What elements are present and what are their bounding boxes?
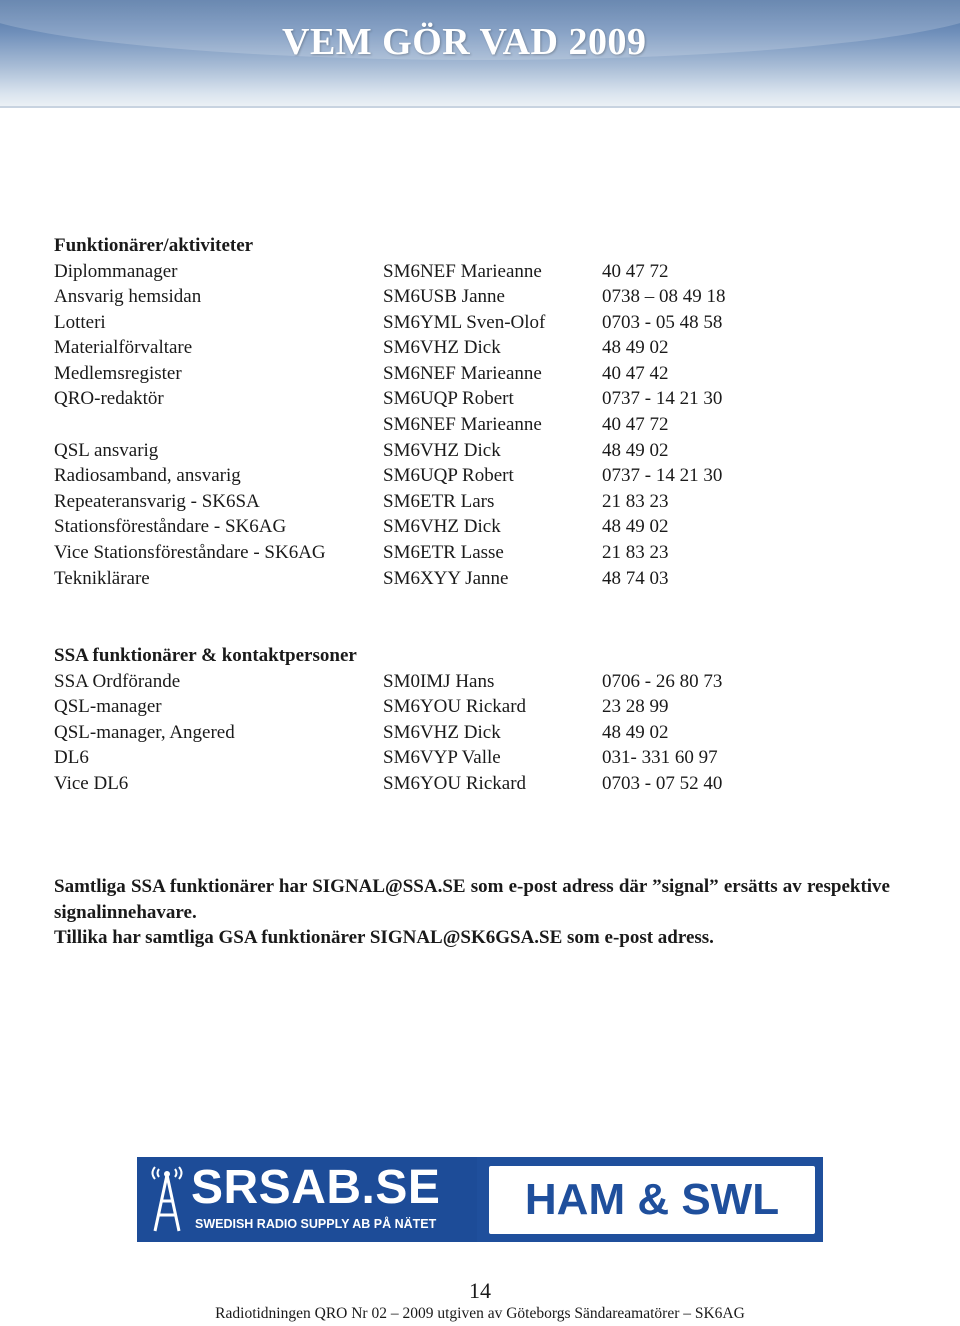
table-row — [54, 463, 914, 489]
row-phone: 0703 - 07 52 40 — [602, 772, 723, 794]
row-phone: 0738 – 08 49 18 — [602, 286, 726, 308]
table-row — [54, 720, 914, 746]
row-callsign-name: SM6VHZ Dick — [383, 721, 501, 743]
banner-badge — [489, 1166, 815, 1234]
banner-tagline: SWEDISH RADIO SUPPLY AB PÅ NÄTET — [195, 1217, 437, 1231]
page-header — [0, 0, 960, 108]
row-callsign-name: SM6UQP Robert — [383, 465, 514, 487]
srsab-banner[interactable] — [137, 1157, 823, 1242]
section-title: SSA funktionärer & kontaktpersoner — [54, 645, 357, 666]
row-role: QRO-redaktör — [54, 388, 164, 410]
row-phone: 40 47 42 — [602, 362, 669, 384]
row-phone: 23 28 99 — [602, 696, 669, 718]
row-callsign-name: SM6NEF Marieanne — [383, 414, 542, 436]
row-role: Tekniklärare — [54, 567, 150, 589]
row-phone: 0706 - 26 80 73 — [602, 670, 723, 692]
table-row — [54, 745, 914, 771]
row-role: Stationsföreståndare - SK6AG — [54, 516, 287, 538]
row-phone: 40 47 72 — [602, 414, 669, 436]
row-callsign-name: SM6YML Sven-Olof — [383, 311, 546, 333]
row-phone: 48 49 02 — [602, 337, 669, 359]
row-role: Materialförvaltare — [54, 337, 193, 359]
table-row — [54, 386, 914, 412]
row-callsign-name: SM6YOU Rickard — [383, 696, 527, 718]
table-row — [54, 335, 914, 361]
email-notes — [54, 874, 890, 951]
row-callsign-name: SM6NEF Marieanne — [383, 362, 542, 384]
row-role: Medlemsregister — [54, 362, 182, 384]
row-role: Radiosamband, ansvarig — [54, 465, 241, 487]
row-role: Lotteri — [54, 311, 106, 333]
row-role: Repeateransvarig - SK6SA — [54, 490, 260, 512]
row-callsign-name: SM6USB Janne — [383, 286, 505, 308]
row-role: Vice Stationsföreståndare - SK6AG — [54, 542, 326, 564]
table-row — [54, 284, 914, 310]
ssa-section — [54, 643, 914, 796]
row-callsign-name: SM6UQP Robert — [383, 388, 514, 410]
row-role: QSL ansvarig — [54, 439, 159, 461]
table-row — [54, 514, 914, 540]
row-phone: 21 83 23 — [602, 490, 669, 512]
row-phone: 40 47 72 — [602, 260, 669, 282]
note-gsa-email: Tillika har samtliga GSA funktionärer SIGNAL@SK6GSA.SE som e-post adress. — [54, 927, 714, 949]
table-row — [54, 412, 914, 438]
row-callsign-name: SM6VHZ Dick — [383, 516, 501, 538]
row-role: Diplommanager — [54, 260, 178, 282]
row-phone: 031- 331 60 97 — [602, 747, 718, 769]
antenna-icon — [147, 1165, 187, 1235]
row-callsign-name: SM6ETR Lars — [383, 490, 495, 512]
row-phone: 48 49 02 — [602, 721, 669, 743]
row-phone: 0737 - 14 21 30 — [602, 465, 723, 487]
row-callsign-name: SM6VHZ Dick — [383, 337, 501, 359]
row-role: Vice DL6 — [54, 772, 129, 794]
row-phone: 21 83 23 — [602, 542, 669, 564]
row-callsign-name: SM6VYP Valle — [383, 747, 501, 769]
table-row — [54, 489, 914, 515]
row-callsign-name: SM6VHZ Dick — [383, 439, 501, 461]
functionaries-section — [54, 233, 914, 591]
table-row — [54, 669, 914, 695]
table-row — [54, 771, 914, 797]
row-phone: 48 49 02 — [602, 439, 669, 461]
banner-left-panel — [137, 1157, 477, 1242]
table-row — [54, 438, 914, 464]
table-row — [54, 540, 914, 566]
page-title: VEM GÖR VAD 2009 — [282, 21, 647, 63]
footer-text: Radiotidningen QRO Nr 02 – 2009 utgiven av Göteborgs Sändareamatörer – SK6AG — [215, 1305, 745, 1322]
row-role: QSL-manager, Angered — [54, 721, 235, 743]
table-row — [54, 361, 914, 387]
row-phone: 0737 - 14 21 30 — [602, 388, 723, 410]
row-phone: 48 49 02 — [602, 516, 669, 538]
row-phone: 0703 - 05 48 58 — [602, 311, 723, 333]
page-number: 14 — [469, 1278, 491, 1303]
ssa-table — [54, 669, 914, 797]
table-row — [54, 694, 914, 720]
banner-badge-label: HAM & SWL — [524, 1175, 780, 1224]
row-role: DL6 — [54, 747, 89, 769]
row-callsign-name: SM0IMJ Hans — [383, 670, 495, 692]
row-phone: 48 74 03 — [602, 567, 669, 589]
row-role: Ansvarig hemsidan — [54, 286, 202, 308]
row-callsign-name: SM6YOU Rickard — [383, 772, 527, 794]
functionaries-table — [54, 259, 914, 592]
table-row — [54, 566, 914, 592]
row-role: SSA Ordförande — [54, 670, 181, 692]
banner-brand: SRSAB.SE — [191, 1161, 441, 1214]
table-row — [54, 259, 914, 285]
row-callsign-name: SM6ETR Lasse — [383, 542, 504, 564]
header-rule — [0, 106, 960, 108]
row-callsign-name: SM6NEF Marieanne — [383, 260, 542, 282]
table-row — [54, 310, 914, 336]
section-title: Funktionärer/aktiviteter — [54, 235, 254, 256]
row-role: QSL-manager — [54, 696, 162, 718]
row-callsign-name: SM6XYY Janne — [383, 567, 509, 589]
note-ssa-email: Samtliga SSA funktionärer har SIGNAL@SSA.SE som e-post adress där ”signal” ersätts av respektive signalinnehavare. — [54, 876, 890, 923]
